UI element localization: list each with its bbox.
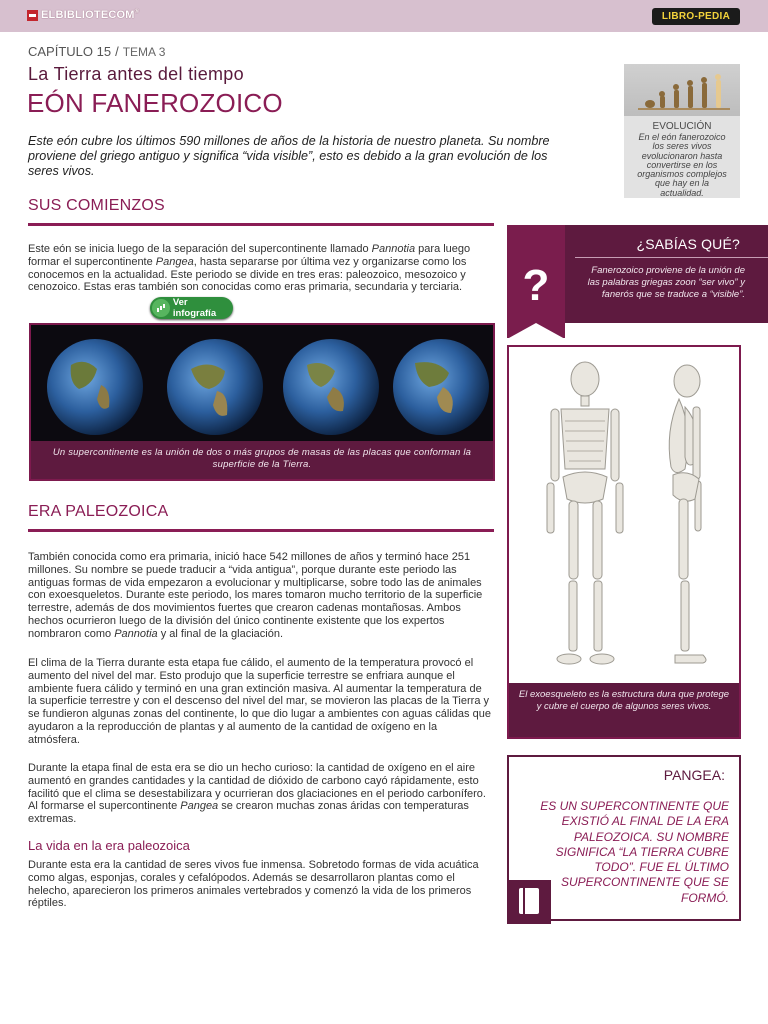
sabias-que-divider xyxy=(575,257,768,258)
skeleton-image-box xyxy=(507,345,741,739)
brand-name: ELBIBLIOTECOM® xyxy=(41,9,140,21)
skeleton-illustration xyxy=(509,347,739,683)
libro-pedia-badge[interactable] xyxy=(652,8,740,25)
subheading-vida: La vida en la era paleozoica xyxy=(28,838,190,853)
book-icon xyxy=(507,880,551,924)
evolution-box xyxy=(624,64,740,198)
ver-infografia-label: Ver infografía xyxy=(172,297,217,319)
tema-label: TEMA 3 xyxy=(122,45,166,59)
intro-paragraph: Este eón cubre los últimos 590 millones de años de la historia de nuestro planeta. Su nombre proviene del griego antiguo y significa “vida visible”, esto es debido a la gran evolución de los seres vivos. xyxy=(28,134,550,178)
skeleton-caption: El exoesqueleto es la estructura dura que protege y cubre el cuerpo de algunos seres vivos. xyxy=(509,683,739,737)
sabias-que-box xyxy=(565,225,768,323)
paleozoica-paragraph-2: El clima de la Tierra durante esta etapa fue cálido, el aumento de la temperatura provocó el aumento del nivel del mar. Esto produjo que la superficie terrestre se enfriara aunque el ambiente fuera cálido y terminó en una gran extinción masiva. Al aumentar la temperatura de la superficie terrestre y con el descenso del nivel del mar, se movieron las placas de la Tierra y se fundieron algunas zonas del continente, lo que dio lugar a ambientes con aguas cálidas que ayudaron a la reproducción de plantas y al aumento de la cantidad de oxígeno en la atmósfera. xyxy=(28,657,491,746)
earth-globe-2 xyxy=(167,339,263,435)
top-bar xyxy=(0,0,768,32)
skeleton-side xyxy=(669,365,706,663)
globes-caption: Un supercontinente es la unión de dos o más grupos de masas de las placas que conforman la superficie de la Tierra. xyxy=(31,441,493,479)
globes-illustration xyxy=(31,325,493,441)
section-heading-paleozoica: ERA PALEOZOICA xyxy=(28,503,169,520)
badge-label: LIBRO-PEDIA xyxy=(661,11,731,22)
pangea-text: ES UN SUPERCONTINENTE QUE EXISTIÓ AL FINAL DE LA ERA PALEOZOICA. SU NOMBRE SIGNIFICA “LA TIERRA CUBRE TODO”. FUE EL ÚLTIMO SUPERCONTINENTE QUE SE FORMÓ. xyxy=(540,799,729,905)
section-heading-comienzos: SUS COMIENZOS xyxy=(28,197,165,214)
earth-globe-1 xyxy=(47,339,143,435)
section-divider xyxy=(28,223,494,226)
sabias-que-text: Fanerozoico proviene de la unión de las palabras griegas zoon “ser vivo” y fanerós que se traduce a “visible”. xyxy=(587,265,745,300)
evolution-title: EVOLUCIÓN xyxy=(652,121,712,132)
brand-logo[interactable] xyxy=(27,9,139,21)
earth-globes-image xyxy=(29,323,495,481)
sabias-que-title: ¿SABÍAS QUÉ? xyxy=(636,236,740,252)
page-subtitle: La Tierra antes del tiempo xyxy=(28,64,244,84)
paleozoica-paragraph-4: Durante esta era la cantidad de seres vivos fue inmensa. Sobretodo formas de vida acuática como algas, esponjas, corales y cefalópodos. Además se desarrollaron plantas como el helecho, aparecieron los primeros animales vertebrados y comenzó la vida de los primeros réptiles. xyxy=(28,859,479,910)
chart-icon xyxy=(152,299,170,317)
earth-globe-3 xyxy=(283,339,379,435)
paleozoica-paragraph-1: También conocida como era primaria, inició hace 542 millones de años y terminó hace 251 millones. Su nombre se puede traducir a “vida antigua”, porque durante este periodo las antiguas formas de vida empezaron a evolucionar y multiplicarse, sobre todo las de animales con exoesqueletos. Durante este periodo, los mares tomaron mucho territorio de la superficie terrestre, además de dos movimientos fuertes que crearon cadenas montañosas. Ambos hechos ocurrieron luego de la división del único continente existente que los expertos nombraron como Pannotia y al final de la glaciación. xyxy=(28,551,483,640)
evolution-text: En el eón fanerozoico los seres vivos evolucionaron hasta convertirse en los organismos complejos que hay en la actualidad. xyxy=(637,132,727,198)
skeleton-front xyxy=(547,362,623,664)
sabias-que-tab xyxy=(507,225,565,338)
comienzos-paragraph: Este eón se inicia luego de la separación del supercontinente llamado Pannotia para luego formar el supercontinente Pangea, hasta separarse por última vez y organizarse como los conocemos en la actualidad. Este periodo se divide en tres eras: paleozoico, mesozoico y cenozoico. Estas eras también son conocidas como eras primaria, secundaria y terciaria. xyxy=(28,243,471,294)
paleozoica-paragraph-3: Durante la etapa final de esta era se dio un hecho curioso: la cantidad de oxígeno en el aire aumentó en grandes cantidades y la cantidad de dióxido de carbono cayó rápidamente, esto facilitó que el clima se desestabilizara y ocurrieran dos glaciaciones en el periodo carbonífero. Al formarse el supercontinente Pangea se crearon muchas zonas áridas con temperaturas extremas. xyxy=(28,762,486,826)
question-mark-icon: ? xyxy=(522,261,550,310)
evolution-figures-icon xyxy=(624,64,740,116)
section-divider xyxy=(28,529,494,532)
earth-globe-4 xyxy=(393,339,489,435)
page-title: EÓN FANEROZOICO xyxy=(27,88,283,118)
evolution-image xyxy=(624,64,740,116)
pangea-title: PANGEA: xyxy=(663,767,725,783)
chapter-label: CAPÍTULO 15 / TEMA 3 xyxy=(28,44,166,59)
ver-infografia-button[interactable] xyxy=(150,297,233,319)
brand-logo-icon xyxy=(27,10,38,21)
